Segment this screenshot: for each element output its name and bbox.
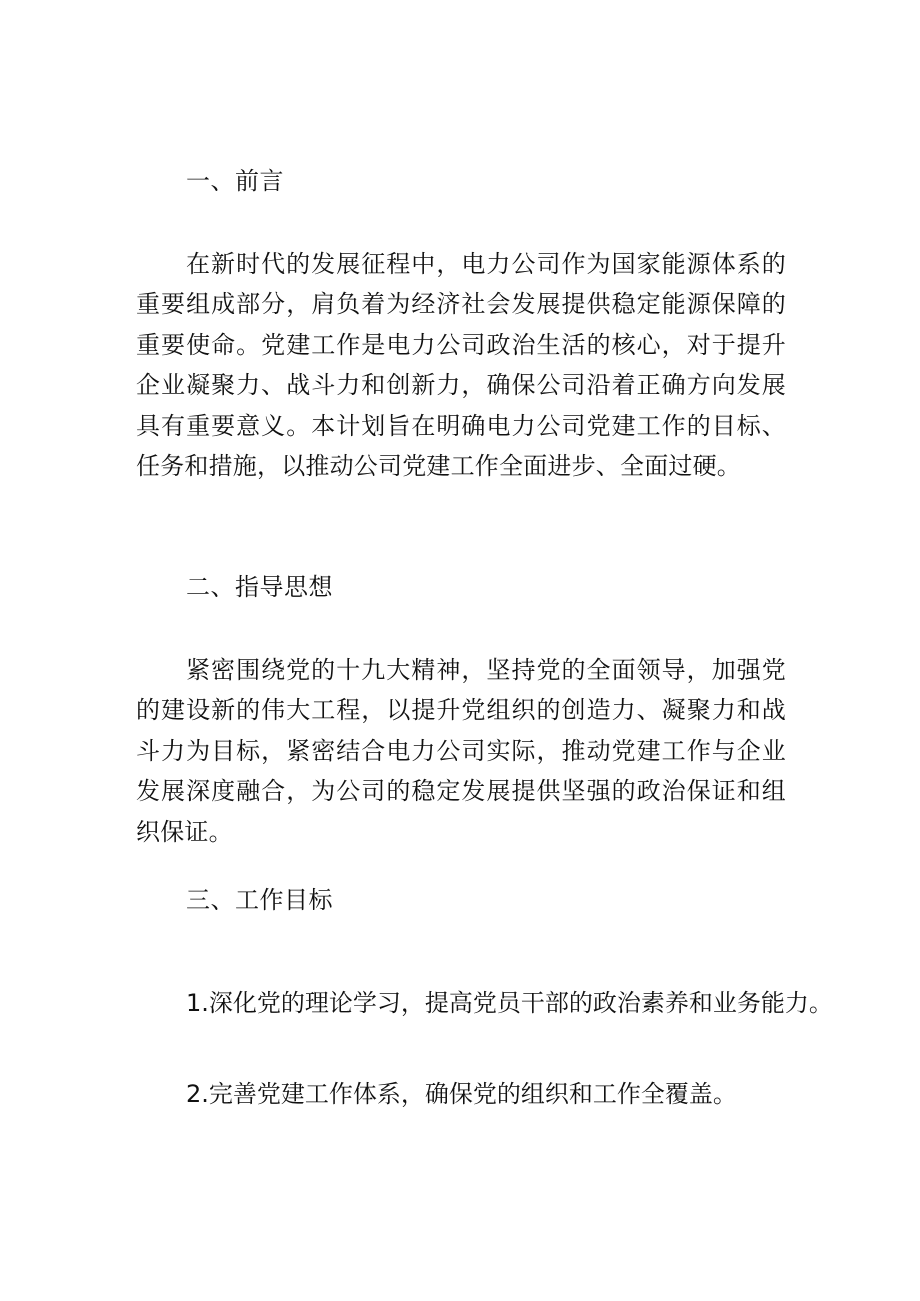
paragraph-guiding: 紧密围绕党的十九大精神，坚持党的全面领导，加强党的建设新的伟大工程，以提升党组织的创造力、凝聚力和战斗力为目标，紧密结合电力公司实际，推动党建工作与企业发展深度融合，为公司的稳定发展提供坚强的政治保证和组织保证。 xyxy=(136,656,786,846)
section-heading-goals: 三、工作目标 xyxy=(186,886,333,914)
goal-item-2: 2.完善党建工作体系，确保党的组织和工作全覆盖。 xyxy=(186,1080,737,1108)
section-heading-guiding: 二、指导思想 xyxy=(186,573,333,601)
paragraph-preface: 在新时代的发展征程中，电力公司作为国家能源体系的重要组成部分，肩负着为经济社会发展提供稳定能源保障的重要使命。党建工作是电力公司政治生活的核心，对于提升企业凝聚力、战斗力和创新力，确保公司沿着正确方向发展具有重要意义。本计划旨在明确电力公司党建工作的目标、任务和措施，以推动公司党建工作全面进步、全面过硬。 xyxy=(136,250,786,481)
goal-item-1: 1.深化党的理论学习，提高党员干部的政治素养和业务能力。 xyxy=(186,989,833,1017)
section-heading-preface: 一、前言 xyxy=(186,167,284,195)
